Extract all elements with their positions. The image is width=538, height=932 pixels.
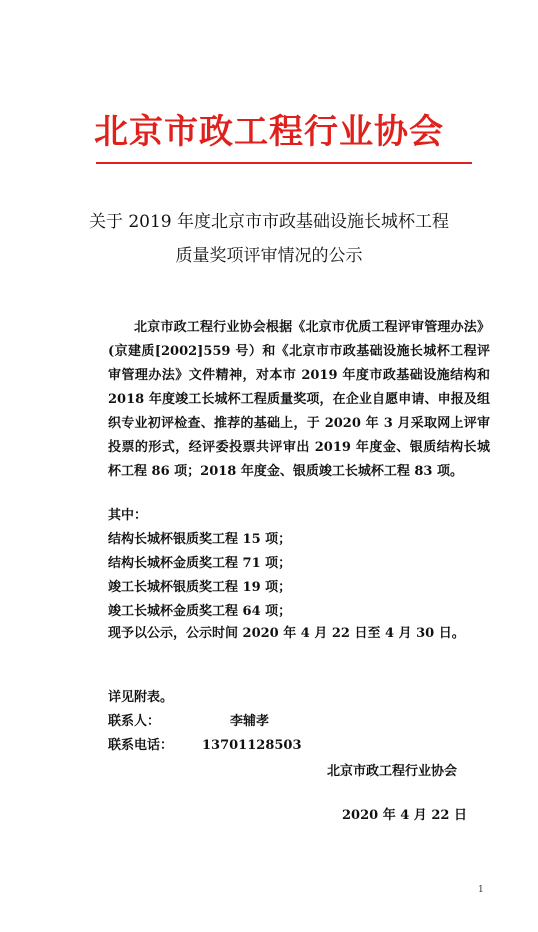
notice-line: 现予以公示，公示时间 2020 年 4 月 22 日至 4 月 30 日。: [108, 626, 465, 641]
contact-person-label: 联系人：: [108, 714, 161, 729]
contact-phone-label: 联系电话：: [108, 738, 174, 753]
list-item: 竣工长城杯金质奖工程 64 项；: [108, 604, 292, 619]
signature-org: 北京市政工程行业协会: [327, 764, 458, 779]
contact-phone-number: 13701128503: [202, 738, 302, 753]
list-intro: 其中：: [108, 508, 148, 523]
document-title-line-1: 关于 2019 年度北京市市政基础设施长城杯工程: [88, 212, 450, 232]
header-org-name: 北京市政工程行业协会: [94, 112, 444, 152]
page-number: 1: [478, 885, 484, 895]
header-divider: [96, 162, 472, 164]
list-item: 竣工长城杯银质奖工程 19 项；: [108, 580, 292, 595]
list-item: 结构长城杯金质奖工程 71 项；: [108, 556, 292, 571]
list-item: 结构长城杯银质奖工程 15 项；: [108, 532, 292, 547]
signature-date: 2020 年 4 月 22 日: [342, 808, 467, 823]
body-paragraph: 北京市政工程行业协会根据《北京市优质工程评审管理办法》(京建质[2002]559 号）和《北京市市政基础设施长城杯工程评审管理办法》文件精神，对本市 2019 年度市政基础设施结构和 2018 年度竣工长城杯工程质量奖项，在企业自愿申请、申报及组织专业初评检查、推荐的基础上，于 2020 年 3 月采取网上评审投票的形式，经评委投票共评审出 2019 年度金、银质结构长城杯工程 86 项；2018 年度金、银质竣工长城杯工程 83 项。: [108, 320, 490, 479]
document-title-line-2: 质量奖项评审情况的公示: [175, 246, 363, 266]
contact-person-name: 李辅孝: [230, 714, 270, 729]
attachment-note: 详见附表。: [108, 690, 174, 705]
